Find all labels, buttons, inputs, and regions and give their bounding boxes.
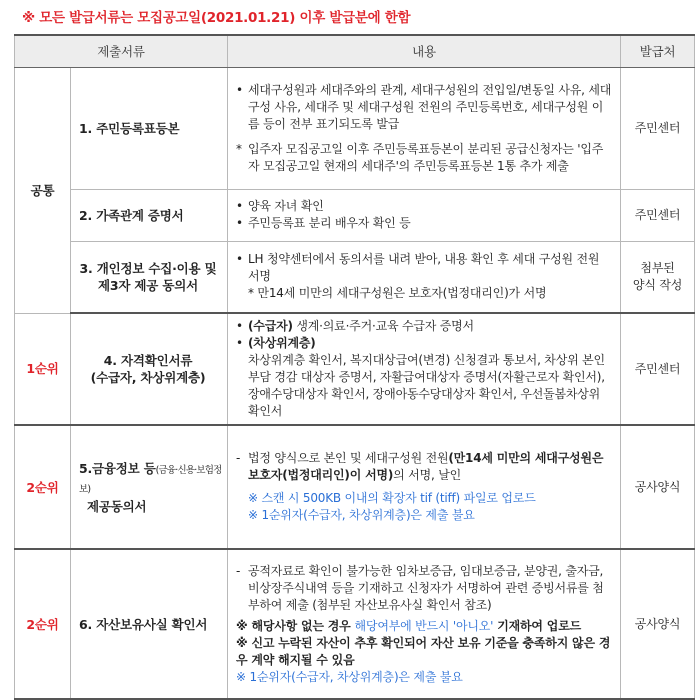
group-rank1: 1순위 — [15, 313, 71, 425]
issuer-privacy-consent-line-1: 첨부된 — [640, 260, 675, 275]
asset-note-1 — [236, 618, 612, 635]
issuer-eligibility: 주민센터 — [621, 313, 695, 425]
financial-consent-line-2: 제공동의서 — [87, 498, 147, 514]
content-privacy-consent: • LH 청약센터에서 동의서를 내려 받아, 내용 확인 후 세대 구성원 전원 서명 * 만14세 미만의 세대구성원은 보호자(법정대리인)가 서명 — [228, 241, 621, 313]
issuer-privacy-consent — [621, 241, 695, 313]
financial-consent-text-bold: (만14세 미만의 세대구성원은 보호자(법정대리인)이 서명) — [248, 451, 604, 482]
financial-consent-line-1b: (금융·신용·보험정보) — [79, 464, 222, 495]
header-issuer: 발급처 — [621, 35, 695, 67]
table-row — [15, 189, 695, 241]
header-doc: 제출서류 — [15, 35, 228, 67]
content-resident-register: • 세대구성원과 세대주와의 관계, 세대구성원의 전입일/변동일 사유, 세대구성 사유, 세대주 및 세대구성원 전원의 주민등록번호, 세대구성원 이름 등이 전부 표기되도록 발급 * 입주자 모집공고일 이후 주민등록표등본이 분리된 공급신청자는 '입주자 모집공고일 현재의 세대주'의 주민등록표등본 1통 추가 제출 — [228, 67, 621, 189]
table-row — [15, 313, 695, 425]
table-row — [15, 67, 695, 189]
financial-consent-text-post: 의 서명, 날인 — [393, 468, 461, 482]
table-row — [15, 241, 695, 313]
group-common: 공통 — [15, 67, 71, 313]
financial-consent-text-pre: 법정 양식으로 본인 및 세대구성원 전원 — [248, 451, 449, 465]
privacy-consent-line-1: 3. 개인정보 수집·이용 및 — [79, 260, 217, 276]
family-relation-bullet-2: 주민등록표 분리 배우자 확인 등 — [248, 216, 411, 230]
family-relation-bullet-1: 양육 자녀 확인 — [248, 199, 324, 213]
financial-consent-note-1: ※ 스캔 시 500KB 이내의 확장자 tif (tiff) 파일로 업로드 — [248, 491, 536, 505]
doc-asset-confirmation: 6. 자산보유사실 확인서 — [71, 549, 228, 699]
asset-note-1c: 기재하여 업로드 — [493, 618, 581, 633]
issuer-family-relation: 주민센터 — [621, 189, 695, 241]
issuer-resident-register: 주민센터 — [621, 67, 695, 189]
asset-note-1a: ※ 해당사항 없는 경우 — [236, 618, 355, 633]
doc-privacy-consent — [71, 241, 228, 313]
header-content: 내용 — [228, 35, 621, 67]
eligibility-line-1: 4. 자격확인서류 — [103, 353, 193, 368]
asset-note-3: ※ 1순위자(수급자, 차상위계층)은 제출 불요 — [236, 669, 463, 684]
eligibility-recipient-text: 생계·의료·주거·교육 수급자 증명서 — [292, 319, 474, 333]
resident-register-bullet-1: 세대구성원과 세대주와의 관계, 세대구성원의 전입일/변동일 사유, 세대구성 사유, 세대주 및 세대구성원 전원의 주민등록번호, 세대구성원 이름 등이 전부 표기되도록 발급 — [248, 82, 612, 131]
doc-resident-register: 1. 주민등록표등본 — [71, 67, 228, 189]
asset-note-2: ※ 신고 누락된 자산이 추후 확인되어 자산 보유 기준을 충족하지 않은 경우 계약 해지될 수 있음 — [236, 635, 611, 667]
privacy-consent-bullet-1: LH 청약센터에서 동의서를 내려 받아, 내용 확인 후 세대 구성원 전원 서명 — [248, 252, 600, 284]
group-rank2-assets: 2순위 — [15, 549, 71, 699]
financial-consent-line-1a: 5.금융정보 등 — [79, 460, 156, 476]
issuer-asset-confirmation: 공사양식 — [621, 549, 695, 699]
content-eligibility: • (수급자) 생계·의료·주거·교육 수급자 증명서 • (차상위계층) 차상위계층 확인서, 복지대상급여(변경) 신청결과 통보서, 차상위 본인부담 경감 대상자 증명서, 자활급여대상자 증명서(자활근로자 확인서), 장애수당대상자 확인서, 장애아동수당대상자 확인서, 우선돌봄차상위 확인서 — [228, 313, 621, 425]
eligibility-recipient-label: (수급자) — [248, 319, 293, 333]
issuer-financial-consent: 공사양식 — [621, 425, 695, 549]
privacy-consent-line-2: 제3자 제공 동의서 — [98, 277, 198, 293]
doc-financial-consent — [71, 425, 228, 549]
content-financial-consent: - 법정 양식으로 본인 및 세대구성원 전원(만14세 미만의 세대구성원은 보호자(법정대리인)이 서명)의 서명, 날인 ※ 스캔 시 500KB 이내의 확장자 tif (tiff) 파일로 업로드 ※ 1순위자(수급자, 차상위계층)은 제출 불요 — [228, 425, 621, 549]
financial-consent-note-2: ※ 1순위자(수급자, 차상위계층)은 제출 불요 — [248, 508, 475, 522]
table-row — [15, 425, 695, 549]
table-row — [15, 549, 695, 699]
table-header-row — [15, 35, 695, 67]
document-table — [14, 34, 695, 700]
doc-family-relation: 2. 가족관계 증명서 — [71, 189, 228, 241]
asset-note-1b: 해당여부에 반드시 '아니오' — [354, 618, 494, 633]
content-family-relation: • 양육 자녀 확인 • 주민등록표 분리 배우자 확인 등 — [228, 189, 621, 241]
doc-eligibility — [71, 313, 228, 425]
content-asset-confirmation: - 공적자료로 확인이 불가능한 임차보증금, 임대보증금, 분양권, 출자금, 비상장주식내역 등을 기재하고 신청자가 서명하여 관련 증빙서류를 첨부하여 제출 (첨부된 자산보유사실 확인서 참조) ※ 해당사항 없는 경우 해당여부에 반드시 '아니오' 기재하여 업로드 ※ 신고 누락된 자산이 추후 확인되어 자산 보유 기준을 충족하지 않은 경우 계약 해지될 수 있음 ※ 1순위자(수급자, 차상위계층)은 제출 불요 — [228, 549, 621, 699]
eligibility-line-2: (수급자, 차상위계층) — [90, 370, 206, 385]
resident-register-bullet-2: 입주자 모집공고일 이후 주민등록표등본이 분리된 공급신청자는 '입주자 모집공고일 현재의 세대주'의 주민등록표등본 1통 추가 제출 — [248, 141, 604, 173]
issuer-privacy-consent-line-2: 양식 작성 — [632, 277, 683, 292]
group-rank2-financial: 2순위 — [15, 425, 71, 549]
asset-confirmation-text: 공적자료로 확인이 불가능한 임차보증금, 임대보증금, 분양권, 출자금, 비상장주식내역 등을 기재하고 신청자가 서명하여 관련 증빙서류를 첨부하여 제출 (첨부된 자산보유사실 확인서 참조) — [248, 563, 604, 612]
eligibility-nearpoor-text: 차상위계층 확인서, 복지대상급여(변경) 신청결과 통보서, 차상위 본인부담 경감 대상자 증명서, 자활급여대상자 증명서(자활근로자 확인서), 장애수당대상자 확인서, 장애아동수당대상자 확인서, 우선돌봄차상위 확인서 — [248, 353, 605, 418]
eligibility-nearpoor-label: (차상위계층) — [248, 336, 316, 350]
privacy-consent-note: * 만14세 미만의 세대구성원은 보호자(법정대리인)가 서명 — [248, 286, 547, 301]
notice-title: ※ 모든 발급서류는 모집공고일(2021.01.21) 이후 발급분에 한함 — [22, 10, 411, 26]
